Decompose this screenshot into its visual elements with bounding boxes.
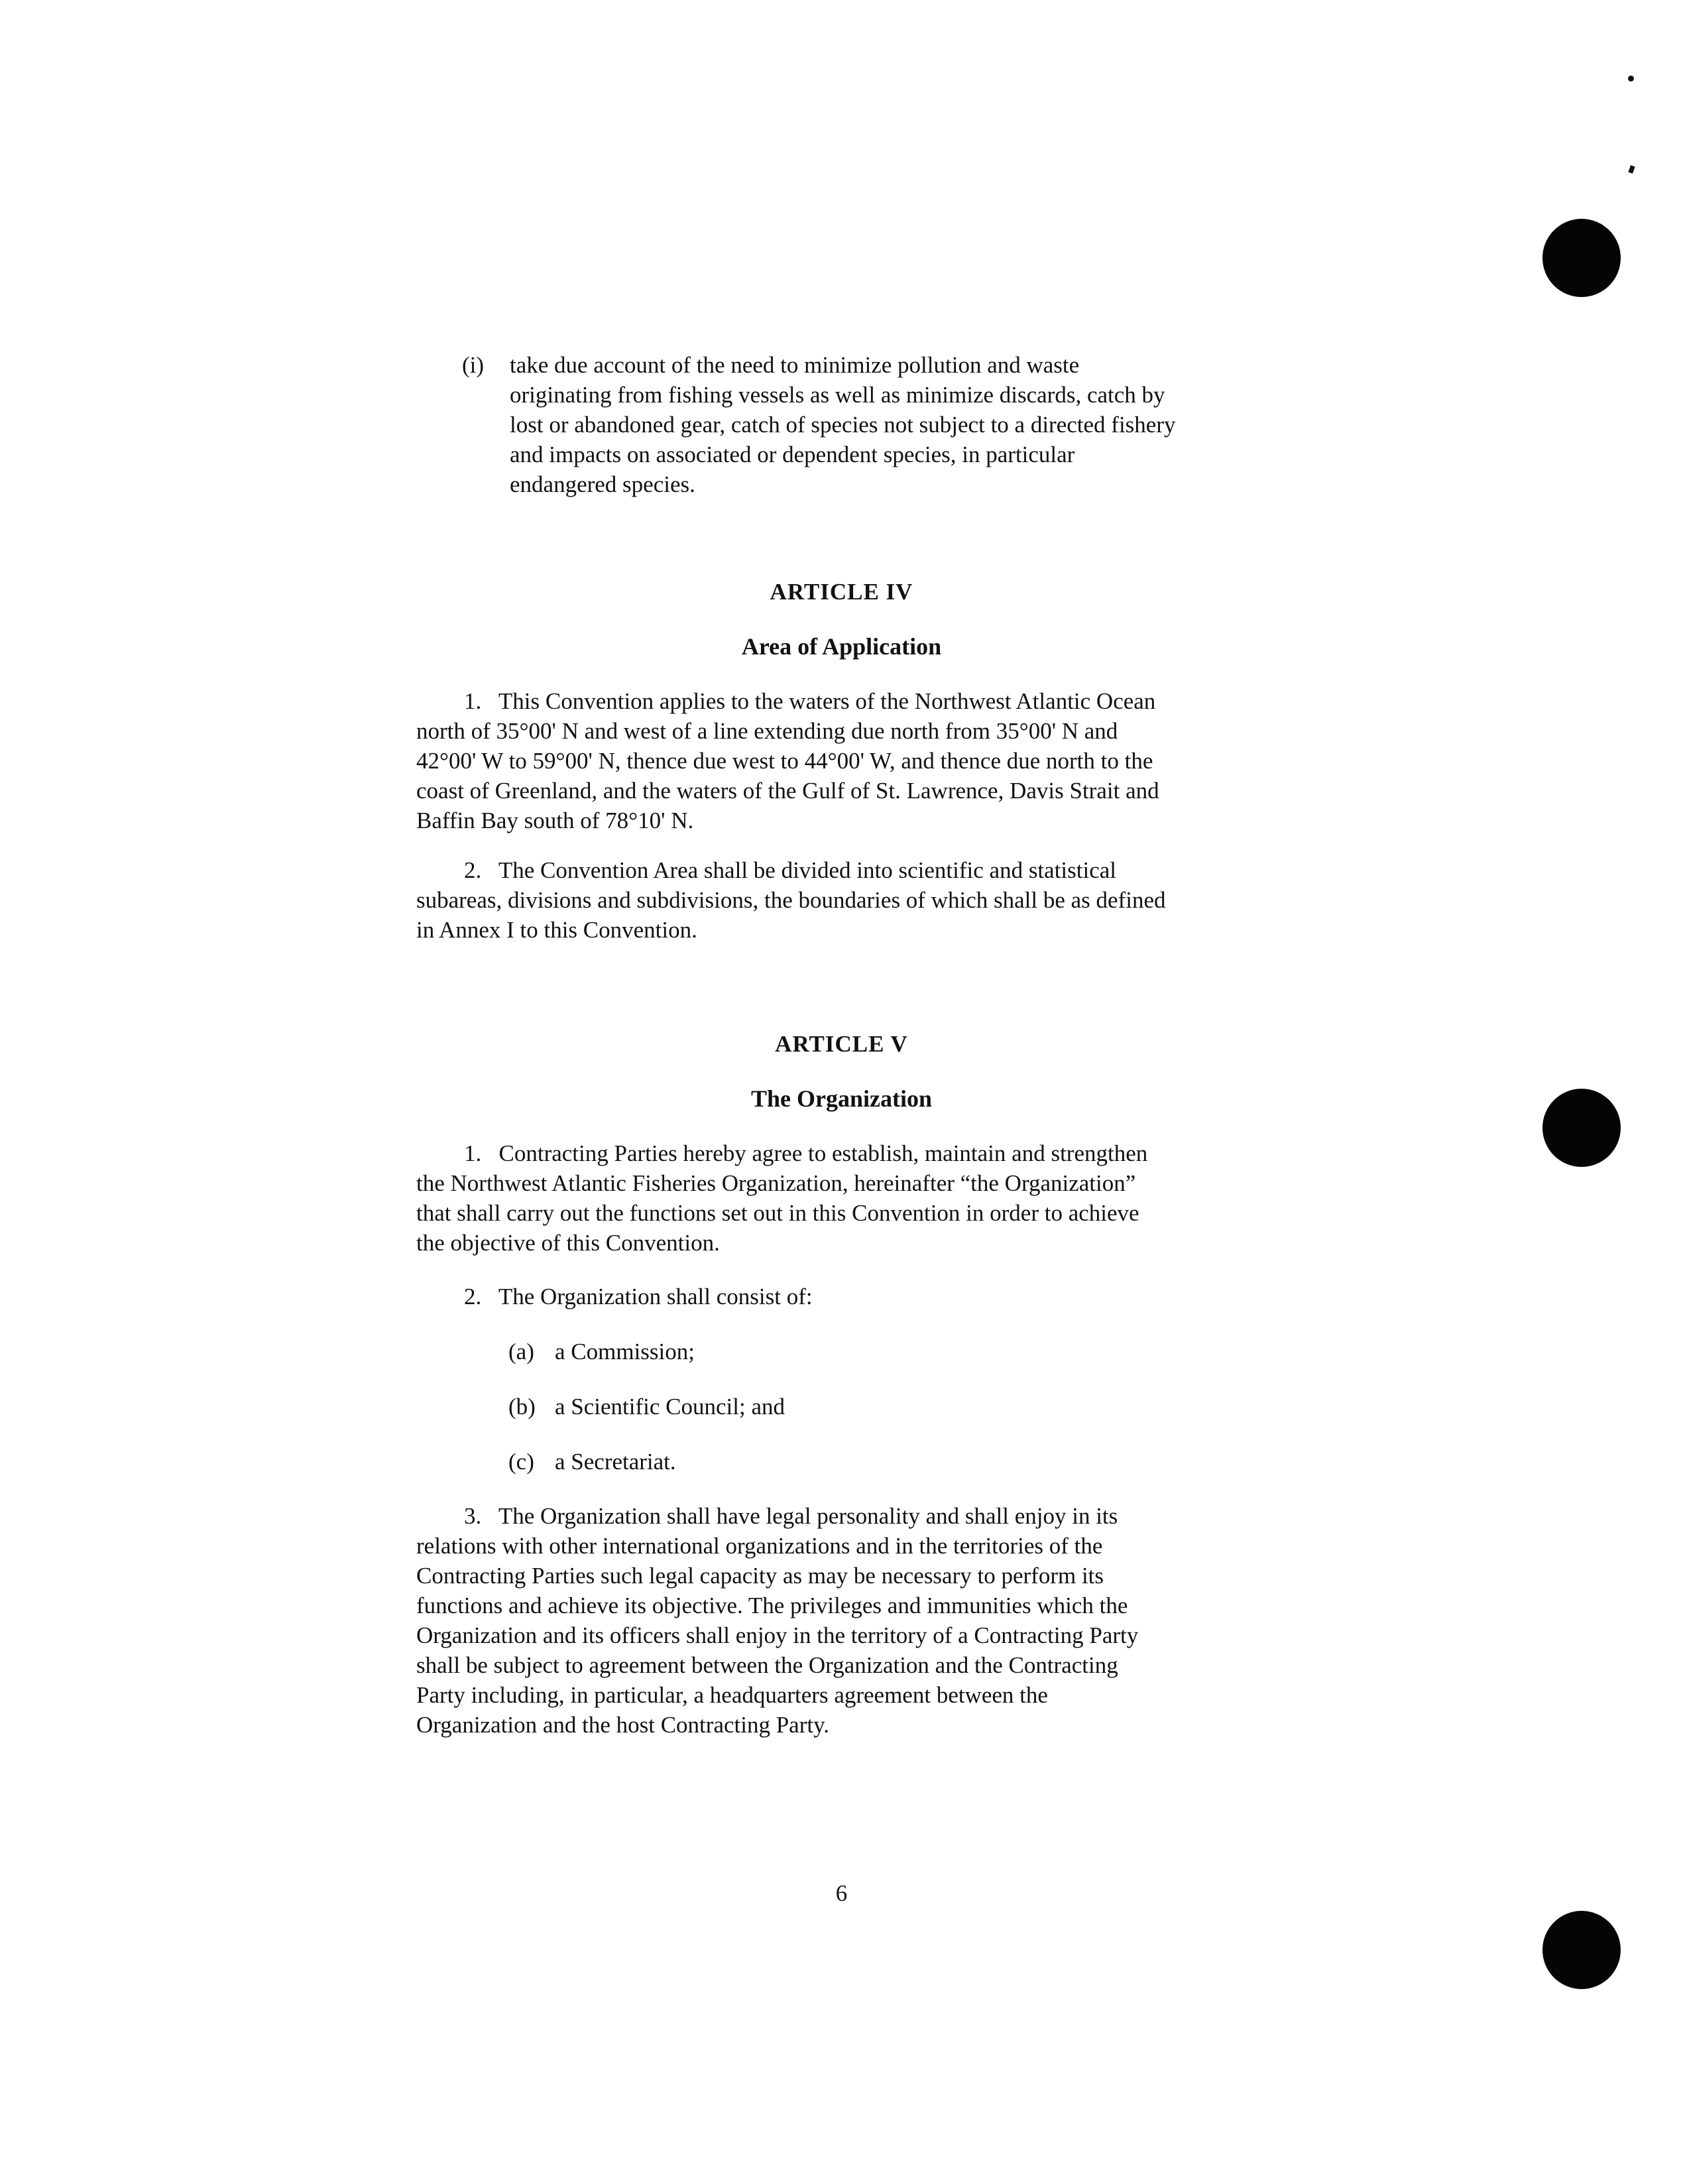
list-item-c	[508, 1447, 1105, 1477]
text-span: The Convention Area shall be divided into scientific and statistical	[498, 857, 1117, 883]
text-line: shall be subject to agreement between the Organization and the Contracting	[416, 1652, 1118, 1678]
text-line	[416, 686, 1251, 716]
text-line	[416, 1501, 1251, 1531]
text-line: Baffin Bay south of 78°10' N.	[416, 808, 694, 833]
text-line	[416, 1282, 1251, 1311]
paragraph-number: 2.	[464, 1284, 482, 1309]
text-line	[416, 855, 1251, 885]
text-line: the Northwest Atlantic Fisheries Organization, hereinafter “the Organization”	[416, 1170, 1136, 1196]
text-line: the objective of this Convention.	[416, 1230, 720, 1256]
article-iv-title: Area of Application	[741, 633, 942, 660]
article-v-paragraph-1	[416, 1138, 1251, 1258]
text-span: This Convention applies to the waters of the Northwest Atlantic Ocean	[498, 688, 1156, 714]
article-v-heading: ARTICLE V	[775, 1031, 908, 1057]
text-line: that shall carry out the functions set out in this Convention in order to achieve	[416, 1200, 1139, 1226]
text-line: Organization and the host Contracting Party.	[416, 1712, 830, 1738]
text-line: in Annex I to this Convention.	[416, 917, 697, 943]
page-number: 6	[835, 1880, 848, 1906]
text-line: coast of Greenland, and the waters of the Gulf of St. Lawrence, Davis Strait and	[416, 778, 1159, 804]
text-span: The Organization shall have legal personality and shall enjoy in its	[498, 1503, 1118, 1529]
item-text: a Commission;	[555, 1339, 695, 1365]
text-line: 42°00' W to 59°00' N, thence due west to 44°00' W, and thence due north to the	[416, 748, 1153, 774]
item-label: (i)	[462, 352, 485, 378]
article-iv-paragraph-2	[416, 855, 1251, 945]
item-text: a Secretariat.	[555, 1449, 676, 1475]
list-item-a	[508, 1337, 1105, 1366]
text-line: relations with other international organizations and in the territories of the	[416, 1533, 1103, 1559]
paragraph-number: 3.	[464, 1503, 482, 1529]
item-label: (c)	[508, 1449, 534, 1475]
text-span: The Organization shall consist of:	[498, 1284, 813, 1309]
paragraph-number: 2.	[464, 857, 482, 883]
list-item-b	[508, 1392, 1105, 1422]
text-line: Contracting Parties such legal capacity as may be necessary to perform its	[416, 1563, 1104, 1589]
article-v-title: The Organization	[750, 1085, 932, 1112]
text-line: originating from fishing vessels as well as minimize discards, catch by	[510, 382, 1165, 408]
text-line: north of 35°00' N and west of a line extending due north from 35°00' N and	[416, 718, 1118, 744]
article-v-paragraph-3	[416, 1501, 1251, 1740]
text-line	[416, 1138, 1251, 1168]
text-line: Party including, in particular, a headquarters agreement between the	[416, 1682, 1048, 1708]
list-item-i	[462, 350, 1257, 503]
scan-speck	[1628, 76, 1634, 82]
punch-hole-bottom	[1542, 1911, 1621, 1989]
text-line: lost or abandoned gear, catch of species not subject to a directed fishery	[510, 412, 1176, 438]
item-label: (b)	[508, 1394, 536, 1420]
text-line: endangered species.	[510, 471, 695, 497]
text-line: and impacts on associated or dependent species, in particular	[510, 442, 1075, 467]
paragraph-number: 1.	[464, 688, 482, 714]
article-iv-heading: ARTICLE IV	[770, 579, 913, 605]
text-line: take due account of the need to minimize pollution and waste	[510, 352, 1080, 378]
paragraph-number: 1.	[464, 1140, 482, 1166]
text-span: Contracting Parties hereby agree to establish, maintain and strengthen	[498, 1140, 1148, 1166]
text-line: functions and achieve its objective. The privileges and immunities which the	[416, 1593, 1128, 1618]
scan-speck	[1628, 165, 1635, 174]
item-text	[510, 350, 1259, 499]
article-v-paragraph-2	[416, 1282, 1251, 1311]
item-label: (a)	[508, 1339, 534, 1365]
article-iv-paragraph-1	[416, 686, 1251, 835]
item-text: a Scientific Council; and	[555, 1394, 785, 1420]
text-line: Organization and its officers shall enjoy in the territory of a Contracting Party	[416, 1622, 1139, 1648]
punch-hole-top	[1542, 219, 1621, 297]
text-line: subareas, divisions and subdivisions, the boundaries of which shall be as defined	[416, 887, 1166, 913]
